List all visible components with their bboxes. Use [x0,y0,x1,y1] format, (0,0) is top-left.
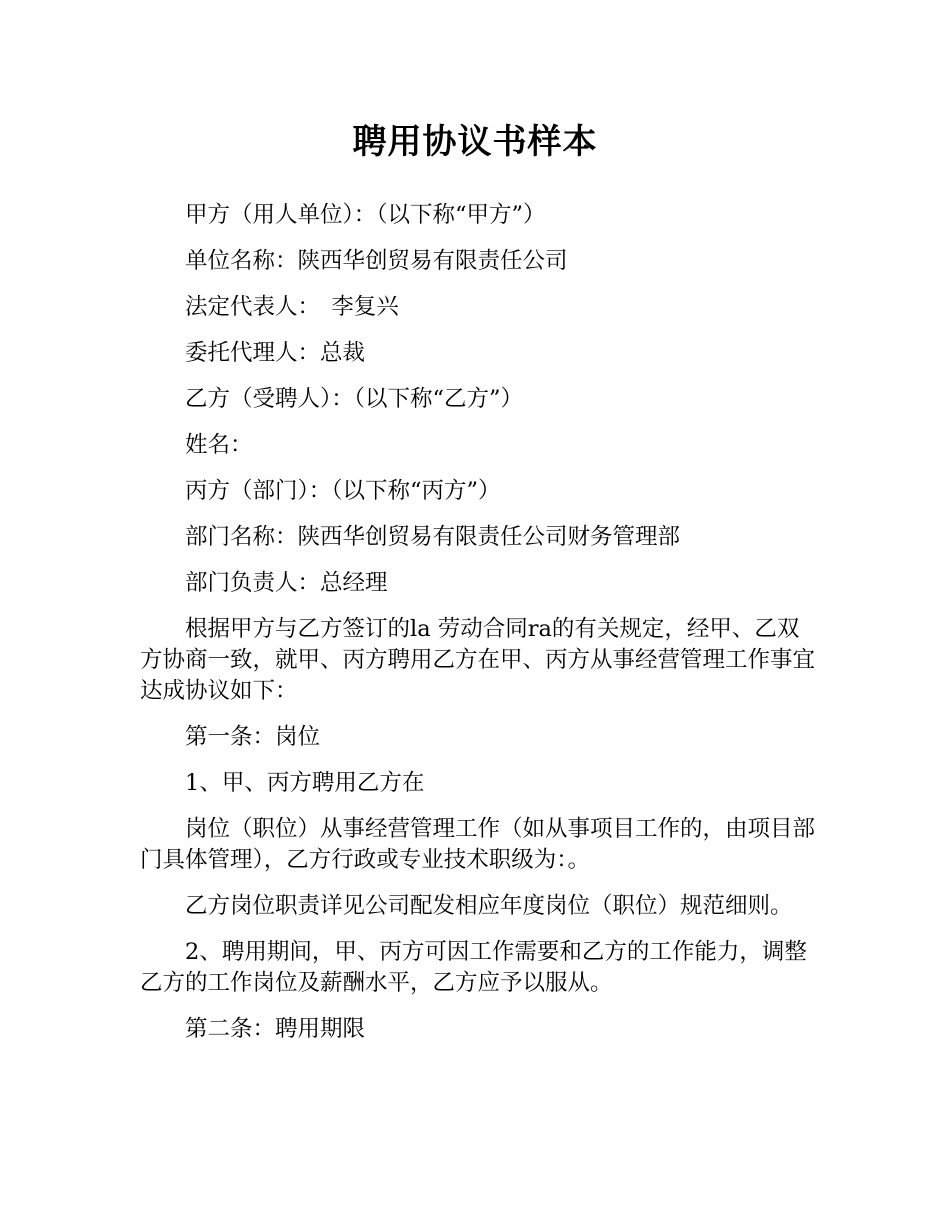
company-name-line: 单位名称：陕西华创贸易有限责任公司 [185,248,568,274]
department-name-line: 部门名称：陕西华创贸易有限责任公司财务管理部 [185,524,681,550]
duties-paragraph: 乙方岗位职责详见公司配发相应年度岗位（职位）规范细则。 [185,893,793,919]
document-body [140,200,820,1060]
document-title: 聘用协议书样本 [352,122,598,162]
clause-2-paragraph: 2、聘用期间，甲、丙方可因工作需要和乙方的工作能力，调整乙方的工作岗位及薪酬水平，乙方应予以服从。 [140,939,807,996]
authorized-agent-line: 委托代理人：总裁 [185,340,366,366]
department-head-line: 部门负责人：总经理 [185,570,388,596]
article-one-heading: 第一条：岗位 [185,724,321,750]
party-b-heading: 乙方（受聘人）：（以下称“乙方”） [185,386,524,412]
party-c-heading: 丙方（部门）：（以下称“丙方”） [185,478,501,504]
position-description-paragraph: 岗位（职位）从事经营管理工作（如从事项目工作的，由项目部门具体管理），乙方行政或专业技术职级为：。 [140,816,816,873]
name-line: 姓名： [185,432,253,458]
clause-1-intro: 1、甲、丙方聘用乙方在 [185,770,425,796]
preamble-paragraph: 根据甲方与乙方签订的la 劳动合同ra的有关规定，经甲、乙双方协商一致，就甲、丙方聘用乙方在甲、丙方从事经营管理工作事宜达成协议如下： [140,616,816,704]
article-two-heading: 第二条：聘用期限 [185,1016,366,1042]
party-a-heading: 甲方（用人单位）：（以下称“甲方”） [185,202,546,228]
legal-representative-line: 法定代表人： 李复兴 [185,294,399,320]
